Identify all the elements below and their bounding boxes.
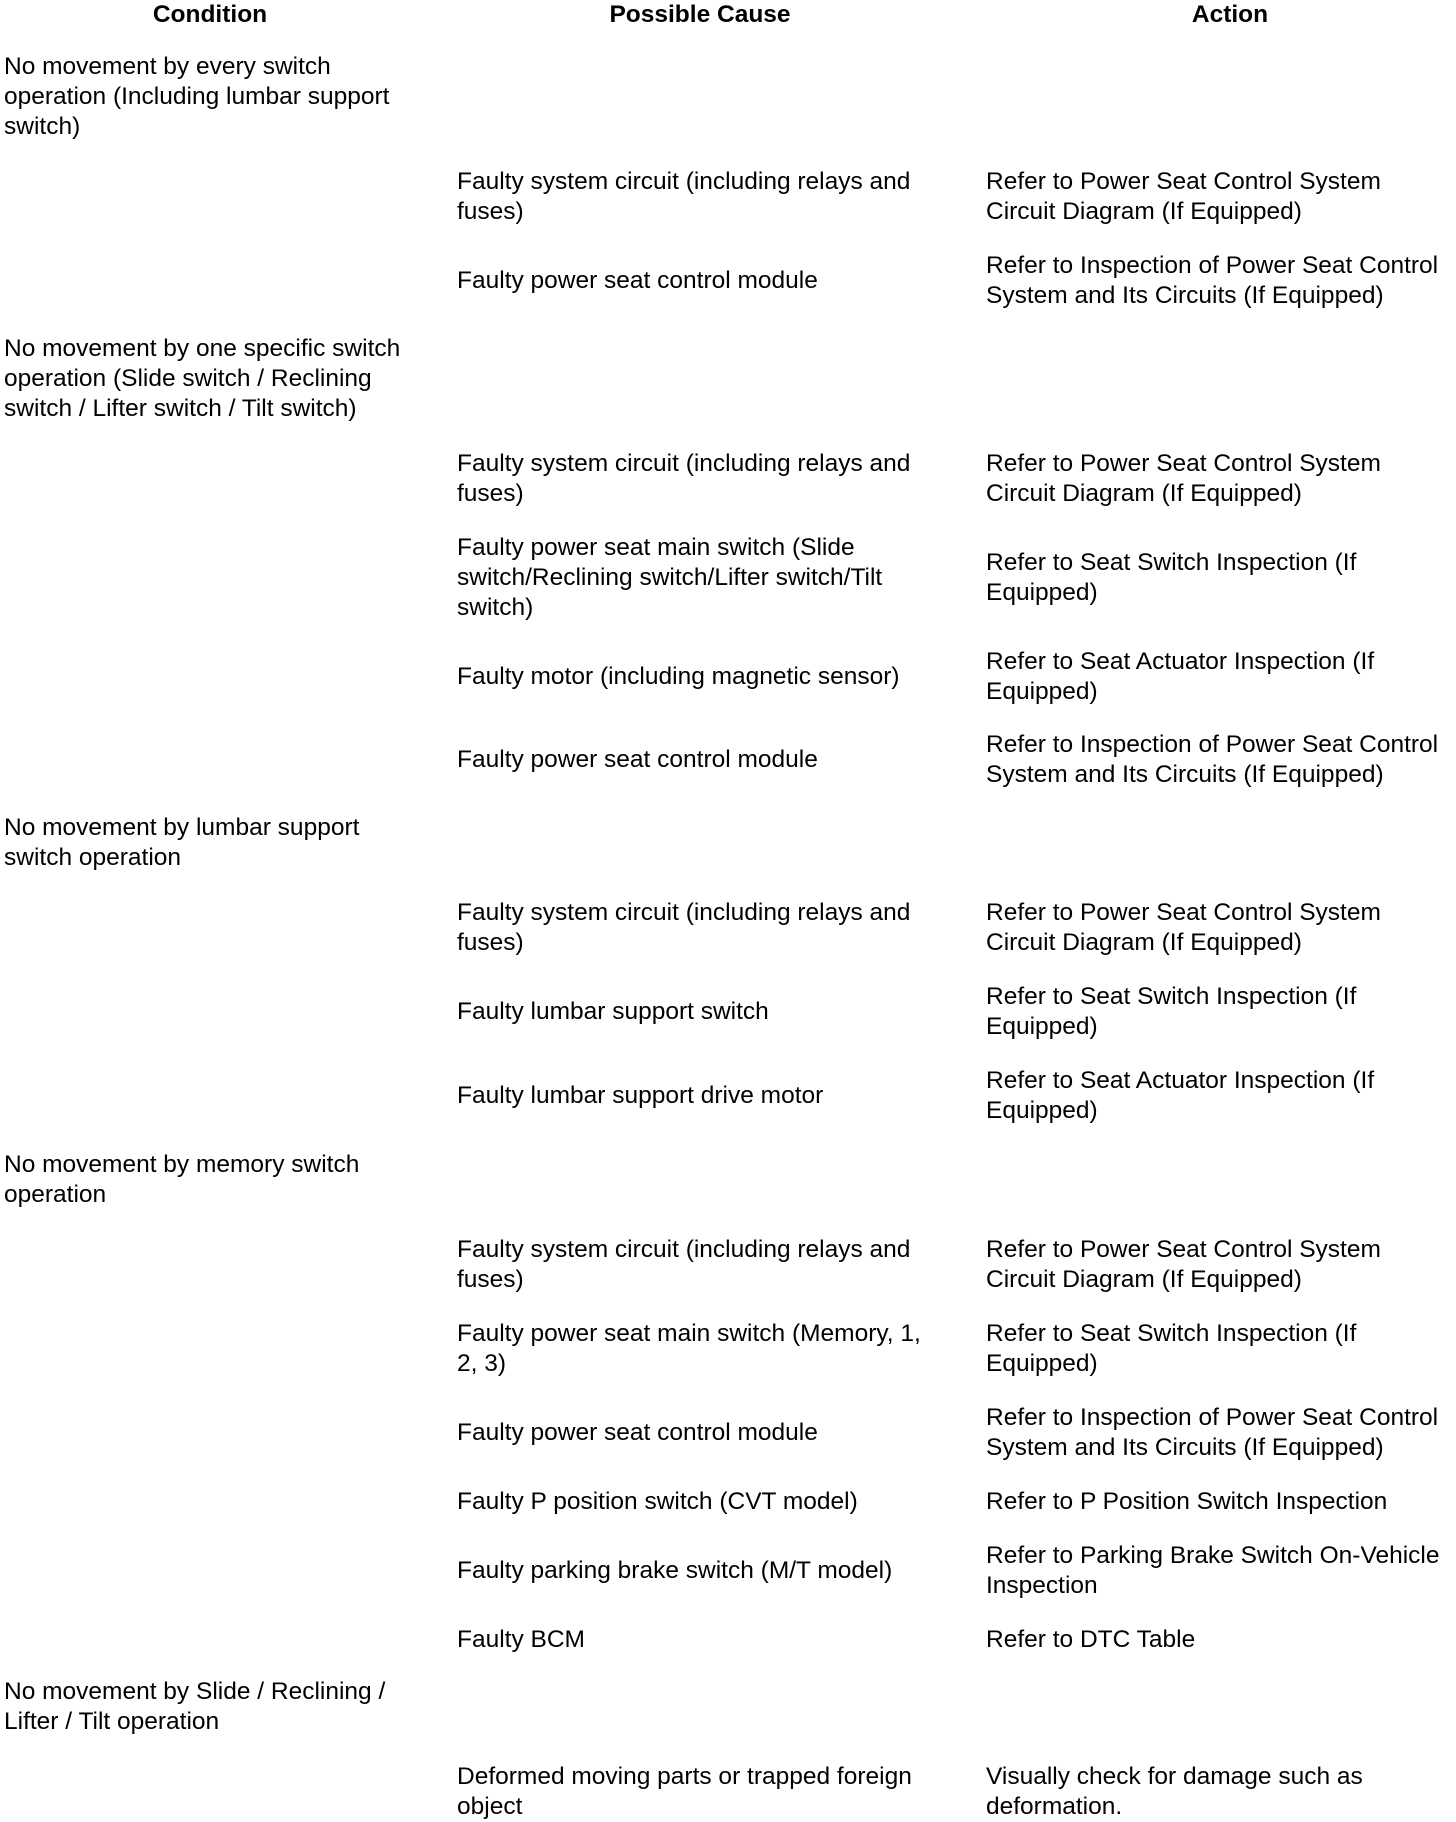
action-cell: Refer to Seat Actuator Inspection (If Equipped)	[986, 648, 1375, 705]
action-cell: Refer to Power Seat Control System Circuit Diagram (If Equipped)	[986, 899, 1381, 956]
cause-cell: Faulty power seat control module	[457, 746, 818, 773]
condition-cell: No movement by lumbar support switch operation	[4, 814, 360, 871]
condition-cell: No movement by every switch operation (Including lumbar support switch)	[4, 53, 390, 140]
action-cell: Visually check for damage such as deformation.	[986, 1763, 1363, 1820]
cause-cell: Faulty system circuit (including relays and fuses)	[457, 450, 911, 507]
action-cell: Refer to Inspection of Power Seat Control System and Its Circuits (If Equipped)	[986, 1404, 1439, 1461]
header-condition: Condition	[152, 1, 268, 28]
cause-cell: Faulty power seat control module	[457, 1419, 818, 1446]
cause-cell: Faulty power seat main switch (Slide switch/Reclining switch/Lifter switch/Tilt switch)	[457, 534, 883, 621]
cause-cell: Faulty power seat main switch (Memory, 1, 2, 3)	[457, 1320, 921, 1377]
cause-cell: Faulty power seat control module	[457, 267, 818, 294]
action-cell: Refer to Power Seat Control System Circuit Diagram (If Equipped)	[986, 450, 1381, 507]
action-cell: Refer to Seat Switch Inspection (If Equipped)	[986, 549, 1357, 606]
action-cell: Refer to Seat Switch Inspection (If Equipped)	[986, 983, 1357, 1040]
cause-cell: Faulty motor (including magnetic sensor)	[457, 663, 900, 690]
action-cell: Refer to Parking Brake Switch On-Vehicle Inspection	[986, 1542, 1440, 1599]
cause-cell: Faulty system circuit (including relays and fuses)	[457, 168, 911, 225]
cause-cell: Deformed moving parts or trapped foreign object	[457, 1763, 912, 1820]
action-cell: Refer to Power Seat Control System Circuit Diagram (If Equipped)	[986, 168, 1381, 225]
cause-cell: Faulty parking brake switch (M/T model)	[457, 1557, 893, 1584]
condition-cell: No movement by one specific switch operation (Slide switch / Reclining switch / Lifter switch / Tilt switch)	[4, 335, 401, 422]
action-cell: Refer to Inspection of Power Seat Control System and Its Circuits (If Equipped)	[986, 252, 1439, 309]
cause-cell: Faulty system circuit (including relays and fuses)	[457, 899, 911, 956]
cause-cell: Faulty system circuit (including relays and fuses)	[457, 1236, 911, 1293]
cause-cell: Faulty BCM	[457, 1626, 585, 1653]
condition-cell: No movement by Slide / Reclining / Lifter / Tilt operation	[4, 1678, 386, 1735]
condition-cell: No movement by memory switch operation	[4, 1151, 360, 1208]
cause-cell: Faulty lumbar support switch	[457, 998, 769, 1025]
cause-cell: Faulty P position switch (CVT model)	[457, 1488, 858, 1515]
header-action: Action	[1191, 1, 1269, 28]
action-cell: Refer to DTC Table	[986, 1626, 1196, 1653]
action-cell: Refer to Seat Switch Inspection (If Equipped)	[986, 1320, 1357, 1377]
action-cell: Refer to Power Seat Control System Circuit Diagram (If Equipped)	[986, 1236, 1381, 1293]
cause-cell: Faulty lumbar support drive motor	[457, 1082, 824, 1109]
header-possible-cause: Possible Cause	[609, 1, 791, 28]
action-cell: Refer to Seat Actuator Inspection (If Equipped)	[986, 1067, 1375, 1124]
action-cell: Refer to P Position Switch Inspection	[986, 1488, 1388, 1515]
action-cell: Refer to Inspection of Power Seat Control System and Its Circuits (If Equipped)	[986, 731, 1439, 788]
